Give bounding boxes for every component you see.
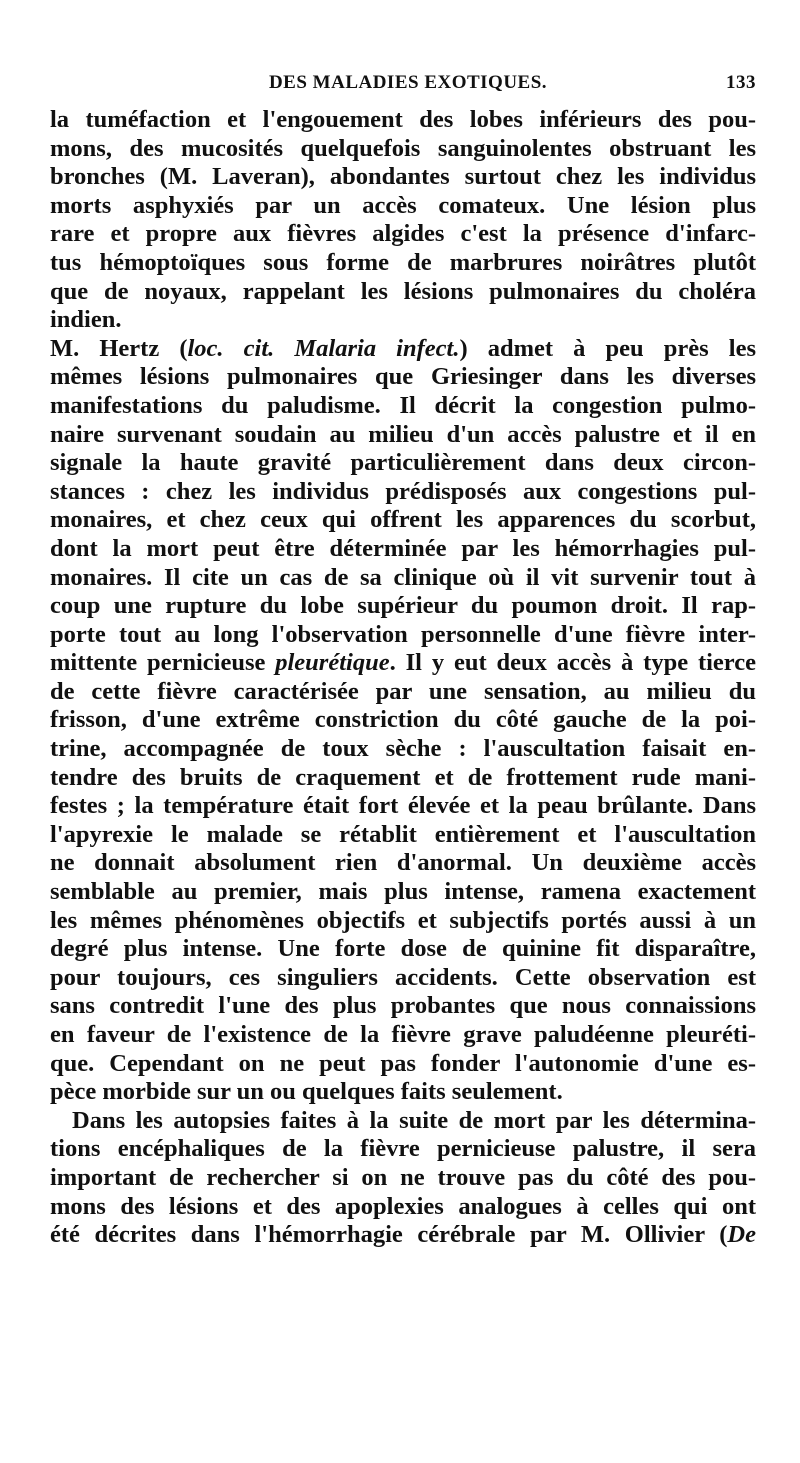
text-line [50,1221,756,1250]
text-line: en faveur de l'existence de la fièvre grave paludéenne pleuréti- [50,1021,756,1048]
text-run: mittente pernicieuse [50,649,276,677]
running-header [50,72,756,106]
text-line: important de rechercher si on ne trouve pas du côté des pou- [50,1163,756,1191]
text-line: rare et propre aux fièvres algides c'est la présence d'infarc- [50,220,756,248]
text-line: coup une rupture du lobe supérieur du poumon droit. Il rap- [50,592,756,620]
text-line: les mêmes phénomènes objectifs et subjectifs portés aussi à un [50,906,756,934]
text-line: sans contredit l'une des plus probantes que nous connaissions [50,992,756,1020]
paragraph-3 [50,1107,756,1250]
text-line: tions encéphaliques de la fièvre pernicieuse palustre, il sera [50,1135,756,1163]
paragraph-2 [50,335,756,1107]
text-line [50,649,756,678]
text-line: pèce morbide sur un ou quelques faits seulement. [50,1078,563,1106]
text-line: tus hémoptoïques sous forme de marbrures noirâtres plutôt [50,248,756,276]
text-line [50,335,756,364]
text-line: porte tout au long l'observation personnelle d'une fièvre inter- [50,620,756,648]
citation-italic: De [727,1221,756,1249]
text-line: que de noyaux, rappelant les lésions pulmonaires du choléra [50,277,756,305]
text-line: tendre des bruits de craquement et de frottement rude mani- [50,763,756,791]
text-line: ne donnait absolument rien d'anormal. Un deuxième accès [50,849,756,877]
text-line: indien. [50,306,122,334]
italic-term: pleurétique [275,649,390,677]
text-line: trine, accompagnée de toux sèche : l'auscultation faisait en- [50,735,756,763]
text-line: l'apyrexie le malade se rétablit entièrement et l'auscultation [50,820,756,848]
text-line: de cette fièvre caractérisée par une sensation, au milieu du [50,677,756,705]
text-line: mons, des mucosités quelquefois sanguinolentes obstruant les [50,134,756,162]
text-line: morts asphyxiés par un accès comateux. Une lésion plus [50,191,756,219]
text-line: mons des lésions et des apoplexies analogues à celles qui ont [50,1192,756,1220]
page-number: 133 [726,72,756,93]
text-line: dont la mort peut être déterminée par les hémorrhagies pul- [50,534,756,562]
text-line: degré plus intense. Une forte dose de quinine fit disparaître, [50,935,756,963]
text-run: . Il y eut deux accès à type tierce [389,649,756,677]
text-line: monaires. Il cite un cas de sa clinique où il vit survenir tout à [50,563,756,591]
text-line: Dans les autopsies faites à la suite de mort par les détermina- [72,1106,756,1134]
text-run: été décrites dans l'hémorrhagie cérébrale par M. Ollivier ( [50,1221,728,1249]
text-line: festes ; la température était fort élevée et la peau brûlante. Dans [50,792,756,820]
text-line: stances : chez les individus prédisposés aux congestions pul- [50,477,756,505]
text-line: la tuméfaction et l'engouement des lobes inférieurs des pou- [50,106,756,133]
text-line: frisson, d'une extrême constriction du côté gauche de la poi- [50,706,756,734]
citation-italic: loc. cit. Malaria infect. [187,334,460,362]
text-line: semblable au premier, mais plus intense, ramena exactement [50,878,756,906]
text-line: signale la haute gravité particulièrement dans deux circon- [50,449,756,477]
text-line: mêmes lésions pulmonaires que Griesinger dans les diverses [50,363,756,391]
paragraph-1 [50,106,756,335]
text-line: bronches (M. Laveran), abondantes surtout chez les individus [50,163,756,191]
text-line: pour toujours, ces singuliers accidents. Cette observation est [50,963,756,991]
running-title: DES MALADIES EXOTIQUES. [268,72,548,93]
text-line: manifestations du paludisme. Il décrit la congestion pulmo- [50,391,756,419]
text-line: naire survenant soudain au milieu d'un accès palustre et il en [50,420,756,448]
text-run: M. Hertz ( [50,334,188,362]
book-page [50,72,756,1250]
text-line: monaires, et chez ceux qui offrent les apparences du scorbut, [50,506,756,534]
text-line: que. Cependant on ne peut pas fonder l'autonomie d'une es- [50,1049,756,1077]
text-run: ) admet à peu près les [459,334,756,362]
